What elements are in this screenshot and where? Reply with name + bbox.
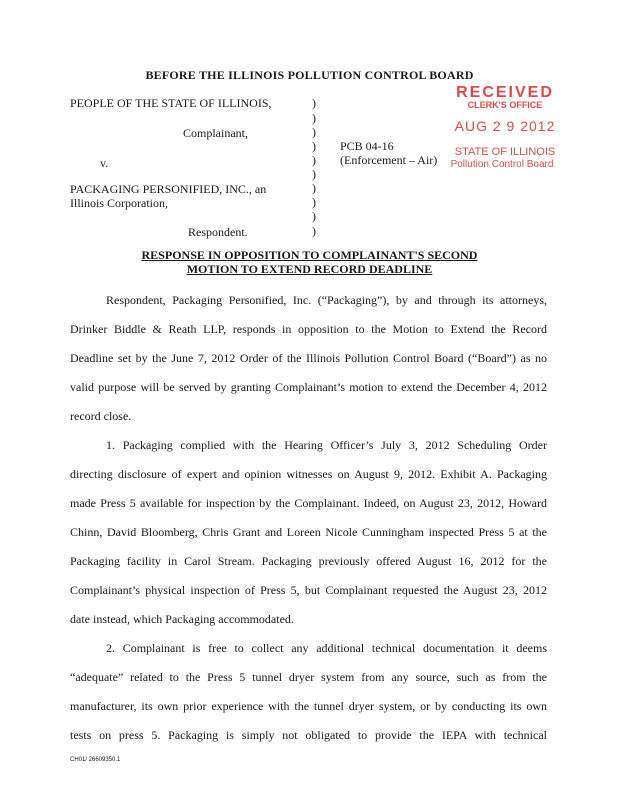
stamp-board: Pollution Control Board <box>450 159 554 170</box>
caption-paren: ) <box>312 195 316 209</box>
paragraph-1-line: made Press 5 available for inspection by the Complainant. Indeed, on August 23, 2012, Howard <box>70 496 547 510</box>
paragraph-1-line: Complainant’s physical inspection of Press 5, but Complainant requested the August 23, 2012 <box>70 583 547 597</box>
caption-paren: ) <box>312 96 316 110</box>
document-heading-line2: MOTION TO EXTEND RECORD DEADLINE <box>186 262 433 276</box>
caption-paren: ) <box>312 224 316 238</box>
paragraph-1-line: directing disclosure of expert and opinion witnesses on August 9, 2012. Exhibit A. Packaging <box>70 467 547 481</box>
caption-paren: ) <box>312 139 316 153</box>
caption-paren: ) <box>312 209 316 223</box>
paragraph-2-line: manufacturer, its own prior experience with the tunnel dryer system, or by conducting its own <box>70 699 547 713</box>
received-stamp: RECEIVED <box>456 84 554 101</box>
intro-line: Deadline set by the June 7, 2012 Order of the Illinois Pollution Control Board (“Board”) as no <box>70 351 547 365</box>
intro-line: Drinker Biddle & Reath LLP, responds in opposition to the Motion to Extend the Record <box>70 322 547 336</box>
paragraph-2-line: 2. Complainant is free to collect any additional technical documentation it deems <box>106 641 547 655</box>
plaintiff-name: PEOPLE OF THE STATE OF ILLINOIS, <box>70 96 272 110</box>
intro-line: record close. <box>70 409 132 423</box>
versus: v. <box>100 156 109 170</box>
caption-paren: ) <box>312 111 316 125</box>
court-title: BEFORE THE ILLINOIS POLLUTION CONTROL BOARD <box>145 68 474 82</box>
defendant-name: PACKAGING PERSONIFIED, INC., an <box>70 182 267 196</box>
document-heading-line1: RESPONSE IN OPPOSITION TO COMPLAINANT'S SECOND <box>141 248 478 262</box>
clerks-office-stamp: CLERK'S OFFICE <box>467 100 543 110</box>
footer-document-id: CH01/ 26609350.1 <box>70 757 121 763</box>
intro-line: Respondent, Packaging Personified, Inc. (“Packaging”), by and through its attorneys, <box>106 293 547 307</box>
caption-paren: ) <box>312 167 316 181</box>
paragraph-2-line: “adequate” related to the Press 5 tunnel dryer system from any source, such as from the <box>70 670 547 684</box>
paragraph-1-line: 1. Packaging complied with the Hearing Officer’s July 3, 2012 Scheduling Order <box>106 438 547 452</box>
stamp-date: AUG 2 9 2012 <box>454 118 556 134</box>
paragraph-1-line: Packaging facility in Carol Stream. Packaging previously offered August 16, 2012 for the <box>70 554 547 568</box>
caption-paren: ) <box>312 125 316 139</box>
case-type: (Enforcement – Air) <box>340 153 438 167</box>
plaintiff-role: Complainant, <box>183 126 248 140</box>
paragraph-1-line: date instead, which Packaging accommodated. <box>70 612 294 626</box>
case-number: PCB 04-16 <box>340 139 394 153</box>
paragraph-1-line: Chinn, David Bloomberg, Chris Grant and Loreen Nicole Cunningham inspected Press 5 at the <box>70 525 547 539</box>
stamp-state: STATE OF ILLINOIS <box>454 146 556 158</box>
defendant-description: Illinois Corporation, <box>70 196 168 210</box>
caption-paren: ) <box>312 181 316 195</box>
intro-line: valid purpose will be served by granting Complainant’s motion to extend the December 4, 2012 <box>70 380 547 394</box>
caption-paren: ) <box>312 153 316 167</box>
paragraph-2-line: tests on press 5. Packaging is simply not obligated to provide the IEPA with technical <box>70 728 547 742</box>
defendant-role: Respondent. <box>188 225 248 239</box>
